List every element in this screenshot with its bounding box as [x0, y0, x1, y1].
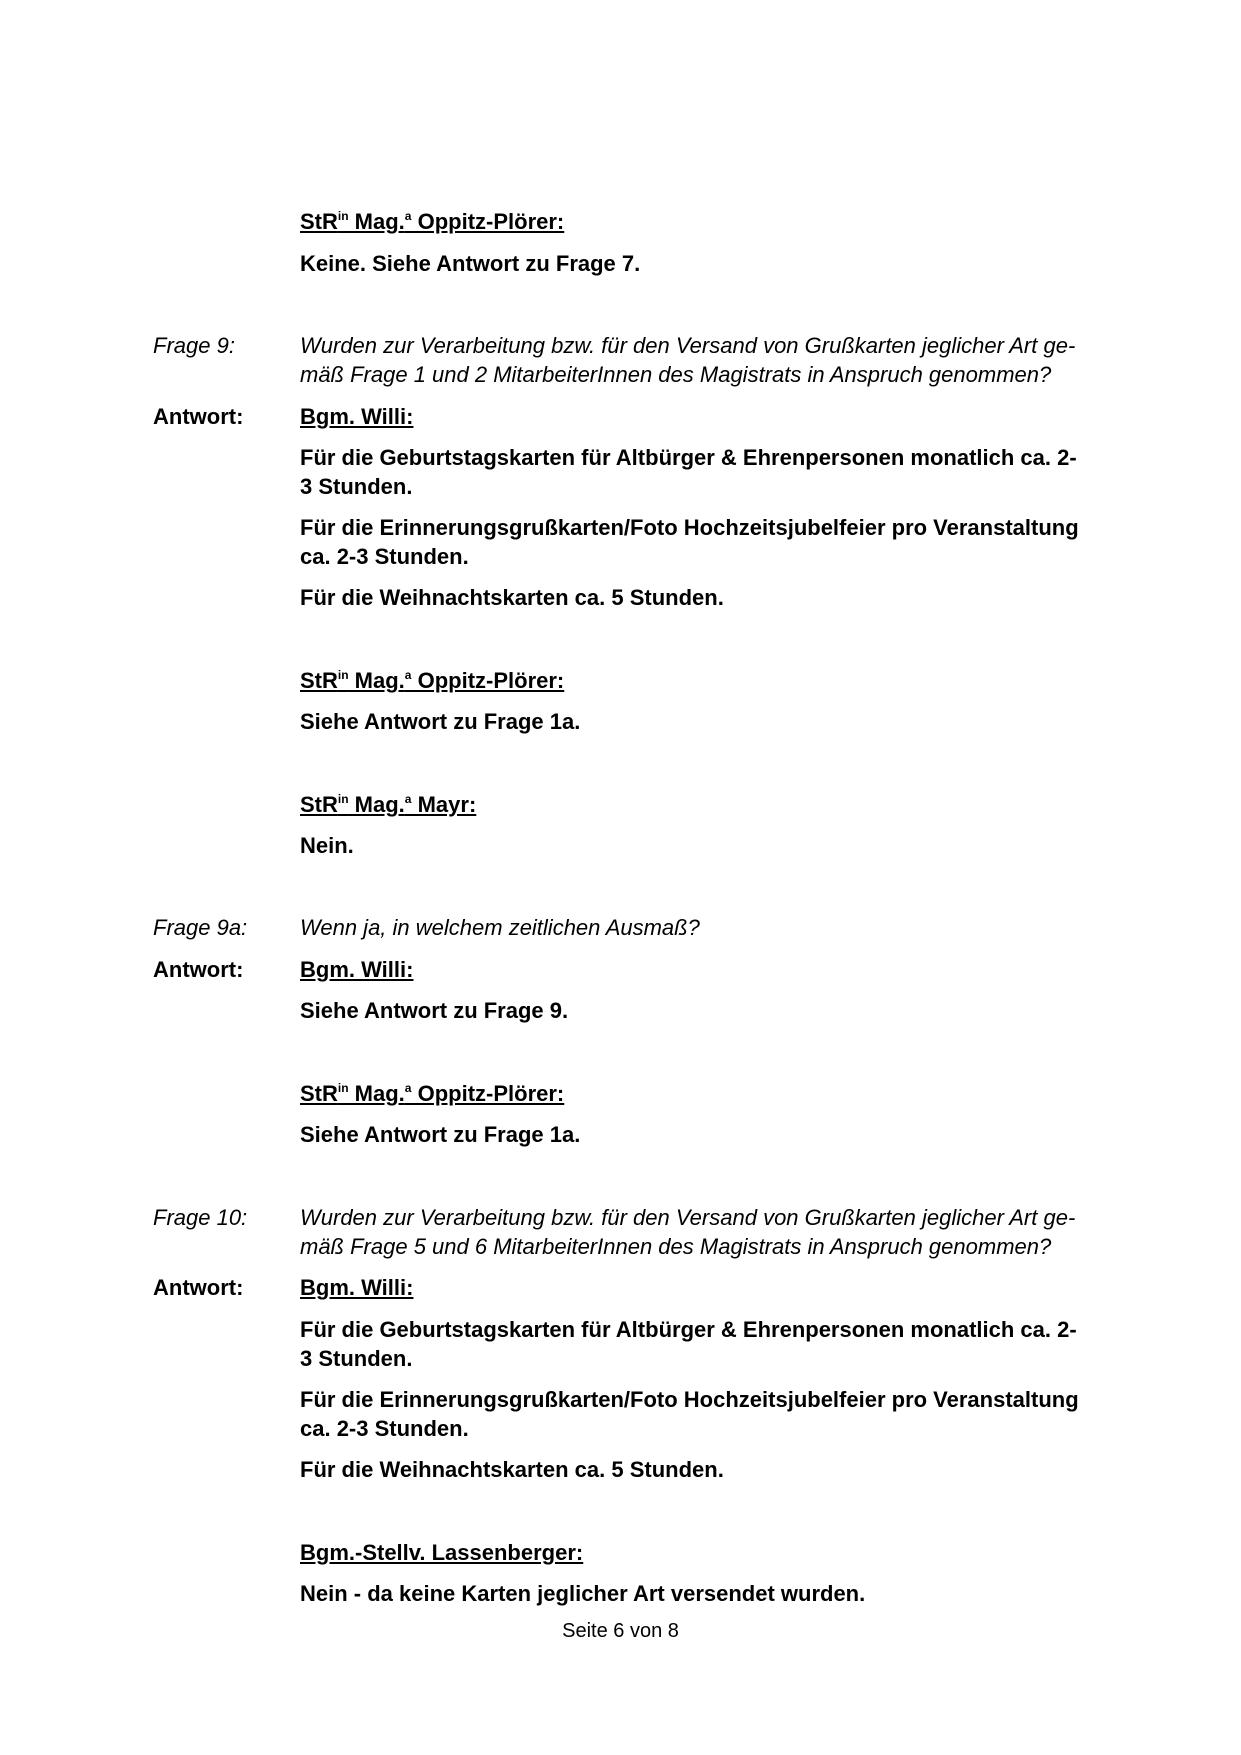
answer-text: ca. 2-3 Stunden. — [300, 544, 469, 569]
answer-label: Antwort: — [153, 1275, 244, 1300]
answer-text: Für die Erinnerungsgrußkarten/Foto Hochzeitsjubelfeier pro Veranstaltung — [300, 515, 1079, 540]
speaker-name: StR$^{in}$ Mag.$^a$ Oppitz-Plörer: — [300, 668, 565, 693]
answer-text: 3 Stunden. — [300, 474, 413, 499]
answer-text: Siehe Antwort zu Frage 1a. — [300, 1122, 581, 1147]
question-text: mäß Frage 5 und 6 MitarbeiterInnen des Magistrats in Anspruch genommen? — [300, 1234, 1052, 1259]
question-label: Frage 9: — [153, 333, 235, 358]
question-text: Wurden zur Verarbeitung bzw. für den Versand von Grußkarten jeglicher Art ge- — [300, 1205, 1076, 1230]
answer-label: Antwort: — [153, 957, 244, 982]
question-label: Frage 10: — [153, 1205, 248, 1230]
speaker-name: Bgm.-Stellv. Lassenberger: — [300, 1540, 584, 1565]
speaker-name: Bgm. Willi: — [300, 957, 414, 982]
answer-text: Für die Weihnachtskarten ca. 5 Stunden. — [300, 585, 724, 610]
speaker-name: StR$^{in}$ Mag.$^a$ Oppitz-Plörer: — [300, 1081, 565, 1106]
answer-text: Für die Geburtstagskarten für Altbürger & Ehrenpersonen monatlich ca. 2- — [300, 445, 1077, 470]
page-number-footer: Seite 6 von 8 — [562, 1620, 679, 1642]
answer-text: Für die Weihnachtskarten ca. 5 Stunden. — [300, 1457, 724, 1482]
speaker-name: Bgm. Willi: — [300, 1275, 414, 1300]
answer-text: ca. 2-3 Stunden. — [300, 1416, 469, 1441]
speaker-name: StR$^{in}$ Mag.$^a$ Mayr: — [300, 792, 477, 817]
question-text: mäß Frage 1 und 2 MitarbeiterInnen des Magistrats in Anspruch genommen? — [300, 362, 1052, 387]
answer-text: Keine. Siehe Antwort zu Frage 7. — [300, 251, 641, 276]
answer-text: Siehe Antwort zu Frage 9. — [300, 998, 569, 1023]
question-text: Wurden zur Verarbeitung bzw. für den Versand von Grußkarten jeglicher Art ge- — [300, 333, 1076, 358]
answer-text: Nein - da keine Karten jeglicher Art versendet wurden. — [300, 1581, 866, 1606]
answer-text: 3 Stunden. — [300, 1346, 413, 1371]
answer-text: Für die Erinnerungsgrußkarten/Foto Hochzeitsjubelfeier pro Veranstaltung — [300, 1387, 1079, 1412]
answer-text: Für die Geburtstagskarten für Altbürger & Ehrenpersonen monatlich ca. 2- — [300, 1317, 1077, 1342]
speaker-name: StR$^{in}$ Mag.$^a$ Oppitz-Plörer: — [300, 209, 565, 234]
question-label: Frage 9a: — [153, 915, 248, 940]
speaker-name: Bgm. Willi: — [300, 404, 414, 429]
answer-label: Antwort: — [153, 404, 244, 429]
answer-text: Siehe Antwort zu Frage 1a. — [300, 709, 581, 734]
answer-text: Nein. — [300, 833, 354, 858]
question-text: Wenn ja, in welchem zeitlichen Ausmaß? — [300, 915, 700, 940]
